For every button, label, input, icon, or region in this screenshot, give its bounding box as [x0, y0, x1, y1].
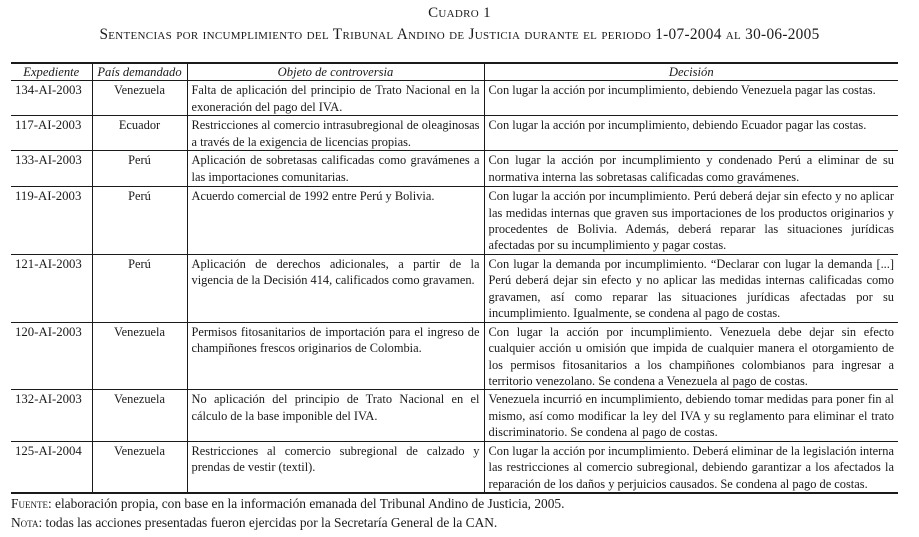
cell-objeto: Restricciones al comercio intrasubregional de oleaginosas a través de la exigencia de licencias propias. [187, 116, 484, 151]
cell-decision: Con lugar la acción por incumplimiento. Deberá eliminar de la legislación interna las restricciones al comercio subregional, debiendo garantizar a los afectados la reparación de los daños y perjuicios causados. Se condena al pago de costas. [484, 441, 898, 493]
cell-decision: Venezuela incurrió en incumplimiento, debiendo tomar medidas para poner fin al mismo, así como modificar la ley del IVA y su reglamento para eliminar el trato discriminatorio. Se condena al pago de costas. [484, 390, 898, 441]
cell-decision: Con lugar la demanda por incumplimiento. “Declarar con lugar la demanda [...] Perú deberá dejar sin efecto y no aplicar las medidas internas calificadas como gravamen, así como reparar las situaciones jurídicas afectadas por su incumplimiento. Igualmente, se condena al pago de costas. [484, 254, 898, 322]
cell-decision: Con lugar la acción por incumplimiento y condenado Perú a eliminar de su normativa interna las sobretasas calificadas como gravámenes. [484, 151, 898, 187]
table-row [11, 151, 898, 187]
cell-objeto: Aplicación de derechos adicionales, a partir de la vigencia de la Decisión 414, calificados como gravamen. [187, 254, 484, 322]
table-title: Sentencias por incumplimiento del Tribunal Andino de Justicia durante el periodo 1-07-2004 al 30-06-2005 [99, 26, 820, 43]
cell-decision: Con lugar la acción por incumplimiento, debiendo Ecuador pagar las costas. [484, 116, 898, 151]
rulings-table [11, 62, 898, 494]
source-note [11, 494, 564, 513]
header-objeto: Objeto de controversia [187, 63, 484, 81]
table-row [11, 254, 898, 322]
cell-decision: Con lugar la acción por incumplimiento, debiendo Venezuela pagar las costas. [484, 81, 898, 116]
table-row [11, 441, 898, 493]
table-number: Cuadro 1 [428, 5, 491, 21]
cell-objeto: Permisos fitosanitarios de importación para el ingreso de champiñones frescos originarios de Colombia. [187, 322, 484, 390]
table-notes [11, 494, 564, 532]
table-row [11, 116, 898, 151]
cell-pais: Venezuela [92, 390, 187, 441]
cell-expediente: 125-AI-2004 [15, 443, 82, 458]
cell-pais: Perú [92, 254, 187, 322]
source-text: elaboración propia, con base en la información emanada del Tribunal Andino de Justicia, 2005. [51, 496, 565, 511]
cell-objeto: No aplicación del principio de Trato Nacional en el cálculo de la base imponible del IVA. [187, 390, 484, 441]
cell-expediente: 119-AI-2003 [11, 187, 92, 255]
cell-expediente: 132-AI-2003 [11, 390, 92, 441]
cell-pais: Venezuela [92, 322, 187, 390]
table-row [11, 390, 898, 441]
cell-expediente: 133-AI-2003 [11, 151, 92, 187]
note-text: todas las acciones presentadas fueron ejercidas por la Secretaría General de la CAN. [42, 515, 498, 530]
header-decision: Decisión [484, 63, 898, 81]
cell-expediente: 121-AI-2003 [11, 254, 92, 322]
general-note [11, 513, 564, 532]
source-label: Fuente: [11, 496, 52, 511]
cell-expediente: 117-AI-2003 [11, 116, 92, 151]
cell-pais: Perú [92, 151, 187, 187]
cell-decision: Con lugar la acción por incumplimiento. Venezuela debe dejar sin efecto cualquier acción u omisión que impida de cualquier manera el otorgamiento de los permisos fitosanitarios a los champiñones colombianos para ingresar a territorio venezolano. Se condena a Venezuela al pago de costas. [484, 322, 898, 390]
cell-pais: Perú [92, 187, 187, 255]
table-row [11, 81, 898, 116]
cell-pais: Venezuela [92, 441, 187, 493]
table-row [11, 322, 898, 390]
header-row [11, 63, 898, 81]
cell-objeto: Falta de aplicación del principio de Trato Nacional en la exoneración del pago del IVA. [187, 81, 484, 116]
header-expediente: Expediente [11, 63, 92, 81]
cell-objeto: Restricciones al comercio subregional de calzado y prendas de vestir (textil). [187, 441, 484, 493]
cell-expediente: 134-AI-2003 [11, 81, 92, 116]
table-row [11, 187, 898, 255]
cell-expediente: 120-AI-2003 [11, 322, 92, 390]
cell-decision: Con lugar la acción por incumplimiento. Perú deberá dejar sin efecto y no aplicar las medidas internas que graven sus importaciones de los productos originarios y procedentes de Bolivia. Además, deberá reparar las situaciones jurídicas afectadas por su incumplimiento y pagar costas. [484, 187, 898, 255]
cell-pais: Venezuela [92, 81, 187, 116]
cell-objeto: Aplicación de sobretasas calificadas como gravámenes a las importaciones comunitarias. [187, 151, 484, 187]
header-pais: País demandado [92, 63, 187, 81]
cell-objeto: Acuerdo comercial de 1992 entre Perú y Bolivia. [187, 187, 484, 255]
cell-pais: Ecuador [92, 116, 187, 151]
note-label: Nota: [11, 515, 43, 530]
